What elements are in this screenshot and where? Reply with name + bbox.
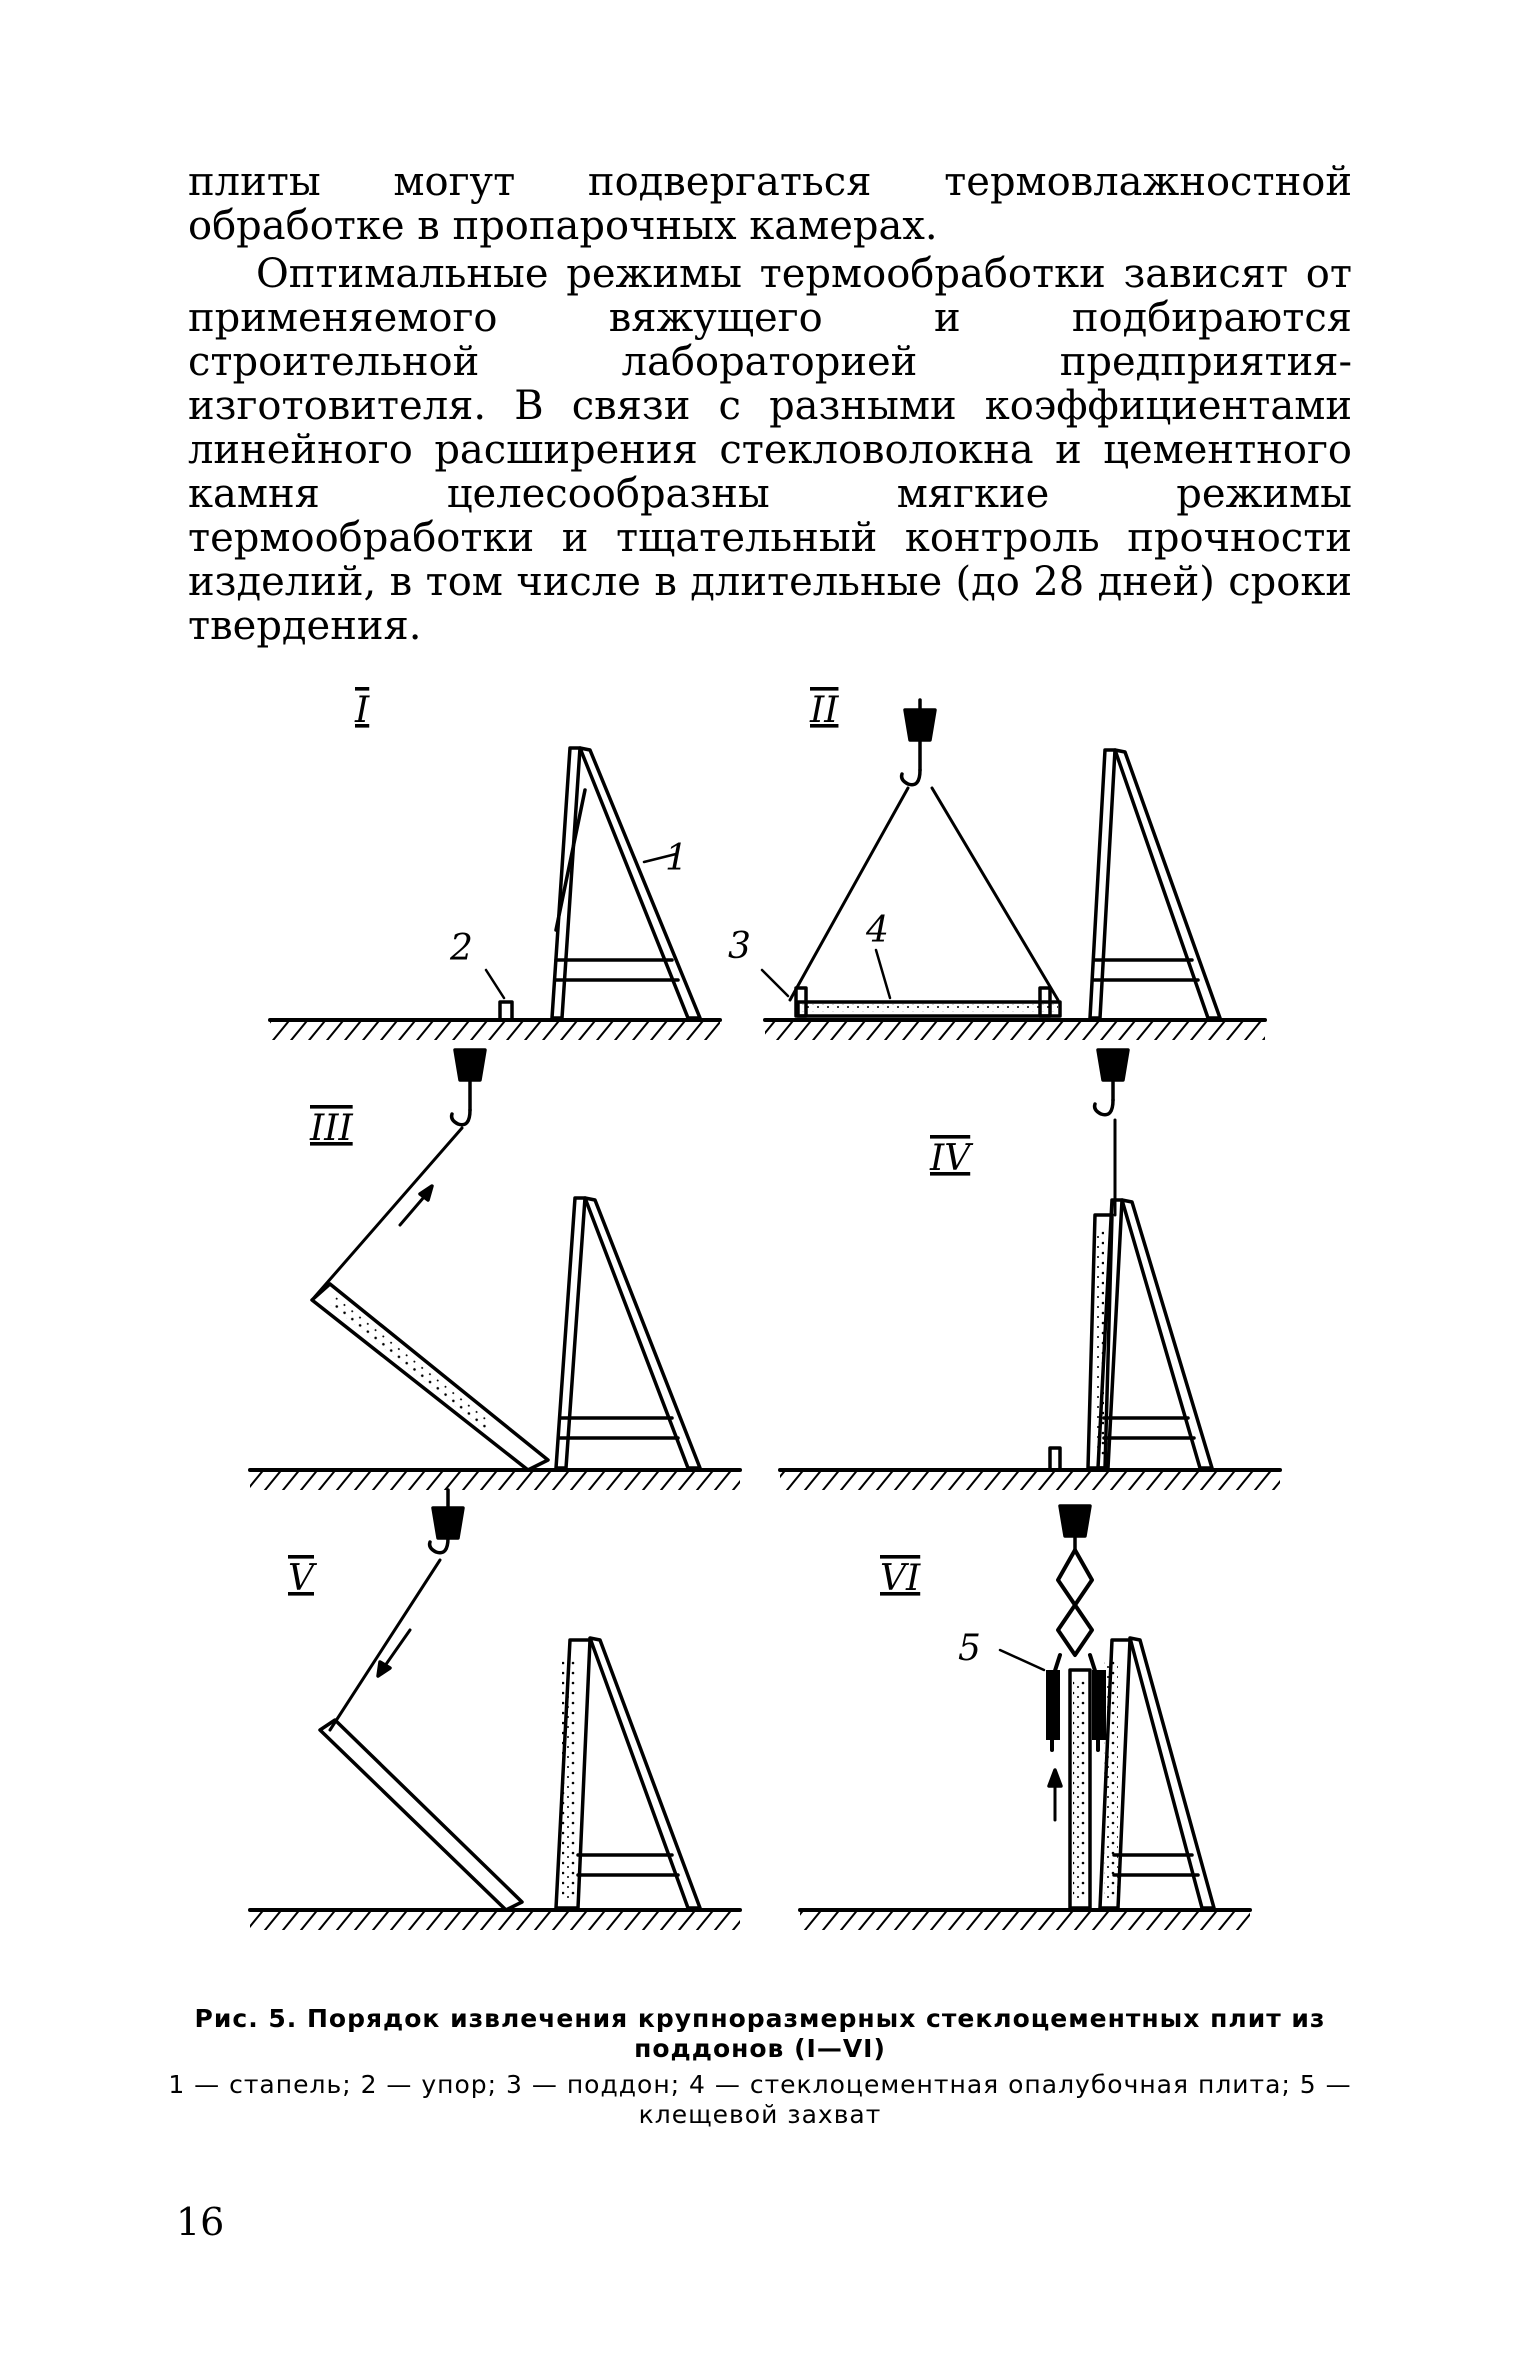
- panel-label-6: VI: [880, 1558, 921, 1599]
- panel-label-5: V: [288, 1558, 314, 1599]
- panel-5-drawing: [250, 1490, 740, 1930]
- callout-1: 1: [665, 838, 688, 879]
- figure-caption-legend: 1 — стапель; 2 — упор; 3 — поддон; 4 — стеклоцементная опалубочная плита; 5 — клещевой захват: [168, 2070, 1352, 2129]
- stop-block: [500, 1002, 512, 1020]
- panel-label-1: I: [355, 690, 370, 731]
- page-number: 16: [176, 2200, 225, 2244]
- lowering-pallet-5: [320, 1720, 522, 1910]
- crane-hook-5: [430, 1490, 463, 1553]
- crane-hook-2: [790, 700, 1058, 1000]
- slipway-stand-2: [1090, 750, 1220, 1018]
- slipway-stand-6: [1100, 1638, 1214, 1908]
- panel-1-drawing: [270, 748, 720, 1040]
- figure-caption-title: Рис. 5. Порядок извлечения крупноразмерных стеклоцементных плит из поддонов (I—VI): [194, 2004, 1326, 2063]
- figure-5: [0, 670, 1535, 1990]
- slipway-stand-4: [1098, 1200, 1212, 1468]
- crane-hook-3: [452, 1050, 485, 1125]
- callout-2: 2: [450, 928, 473, 969]
- panel-label-4: IV: [930, 1138, 971, 1179]
- panel-6-drawing: [800, 1506, 1250, 1930]
- callout-3: 3: [728, 926, 751, 967]
- crane-hook-4: [1095, 1050, 1128, 1215]
- slipway-stand-3: [556, 1198, 700, 1468]
- paragraph-main: Оптимальные режимы термообработки зависят от применяемого вяжущего и подбираются строительной лабораторией предприятия-изготовителя. В связи с разными коэффициентами линейного расширения стекловолокна и цементного камня целесообразны мягкие режимы термообработки и тщательный контроль прочности изделий, в том числе в длительные (до 28 дней) сроки твердения.: [188, 251, 1352, 649]
- crane-hook-6: [1060, 1506, 1090, 1550]
- paragraph-continuation: плиты могут подвергаться термовлажностной обработке в пропарочных камерах.: [188, 159, 1352, 249]
- callout-5: 5: [958, 1628, 981, 1669]
- panel-label-3: III: [310, 1108, 353, 1149]
- panel-label-2: II: [810, 690, 839, 731]
- panel-4-drawing: [780, 1050, 1280, 1490]
- slipway-stand-5: [556, 1638, 700, 1908]
- slipway-stand: [552, 748, 700, 1018]
- panel-2-drawing: [762, 700, 1265, 1040]
- callout-4: 4: [866, 910, 889, 951]
